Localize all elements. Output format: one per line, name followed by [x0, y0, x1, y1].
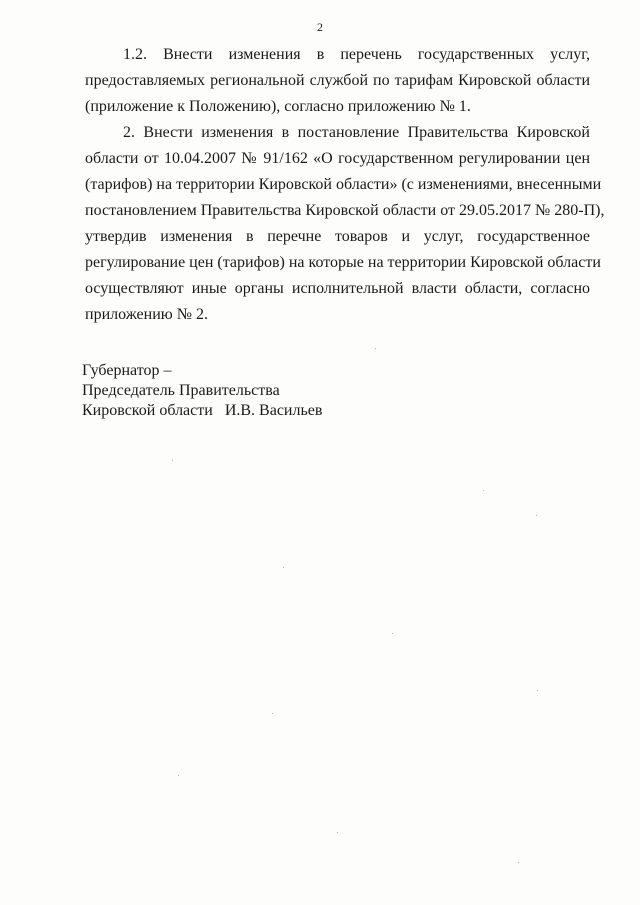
signatory-name: И.В. Васильев — [224, 402, 323, 419]
scan-speck — [283, 567, 284, 568]
paragraph-line: (тарифов) на территории Кировской области» (с изменениями, внесенными — [85, 176, 602, 193]
scan-speck — [536, 515, 537, 516]
paragraph-line: 2. Внести изменения в постановление Правительства Кировской — [123, 124, 590, 141]
scan-speck — [518, 862, 519, 863]
paragraph-line: (приложение к Положению), согласно приложению № 1. — [85, 98, 471, 115]
scan-speck — [483, 490, 484, 491]
signatory-title-line: Губернатор – — [82, 362, 172, 379]
paragraph-line: осуществляют иные органы исполнительной власти области, согласно — [85, 280, 590, 297]
paragraph-line: предоставляемых региональной службой по тарифам Кировской области — [85, 72, 590, 89]
document-body — [85, 42, 605, 328]
scan-speck — [392, 633, 393, 634]
paragraph-line: 1.2. Внести изменения в перечень государственных услуг, — [123, 46, 590, 63]
scan-speck — [272, 713, 273, 714]
scan-speck — [337, 832, 338, 833]
signatory-region: Кировской области — [82, 402, 213, 419]
paragraph-line: постановлением Правительства Кировской области от 29.05.2017 № 280-П), — [85, 202, 605, 219]
paragraph-1 — [85, 42, 590, 120]
scan-speck — [178, 775, 179, 776]
scan-speck — [172, 460, 173, 461]
scan-speck — [537, 690, 538, 691]
scan-speck — [375, 348, 376, 349]
paragraph-line: области от 10.04.2007 № 91/162 «О государственном регулировании цен — [85, 150, 590, 167]
paragraph-line: приложению № 2. — [85, 306, 208, 323]
page-number: 2 — [317, 20, 323, 34]
signature-block — [82, 361, 322, 421]
paragraph-2 — [85, 120, 605, 328]
signatory-title-line: Председатель Правительства — [82, 382, 280, 399]
paragraph-line: утвердив изменения в перечне товаров и услуг, государственное — [85, 228, 590, 245]
paragraph-line: регулирование цен (тарифов) на которые на территории Кировской области — [85, 254, 601, 271]
signatory-title-line — [82, 401, 322, 421]
